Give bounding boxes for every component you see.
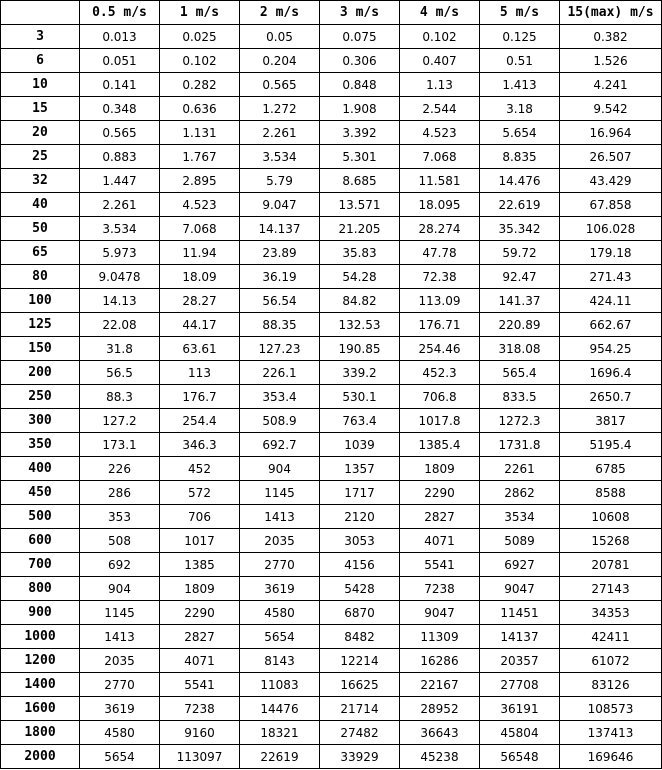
table-row bbox=[1, 529, 662, 553]
table-row bbox=[1, 97, 662, 121]
flow-value-cell: 141.37 bbox=[480, 289, 560, 313]
flow-value-cell: 0.565 bbox=[240, 73, 320, 97]
flow-value-cell: 27708 bbox=[480, 673, 560, 697]
flow-value-cell: 4071 bbox=[160, 649, 240, 673]
flow-value-cell: 6785 bbox=[560, 457, 662, 481]
flow-value-cell: 22.619 bbox=[480, 193, 560, 217]
diameter-cell: 3 bbox=[1, 25, 80, 49]
flow-value-cell: 88.35 bbox=[240, 313, 320, 337]
flow-value-cell: 8482 bbox=[320, 625, 400, 649]
flow-value-cell: 2827 bbox=[400, 505, 480, 529]
flow-value-cell: 692.7 bbox=[240, 433, 320, 457]
table-row bbox=[1, 433, 662, 457]
flow-value-cell: 16.964 bbox=[560, 121, 662, 145]
flow-value-cell: 21.205 bbox=[320, 217, 400, 241]
flow-value-cell: 0.282 bbox=[160, 73, 240, 97]
diameter-cell: 450 bbox=[1, 481, 80, 505]
flow-value-cell: 572 bbox=[160, 481, 240, 505]
flow-value-cell: 2035 bbox=[80, 649, 160, 673]
flow-value-cell: 0.125 bbox=[480, 25, 560, 49]
flow-value-cell: 4156 bbox=[320, 553, 400, 577]
flow-value-cell: 1272.3 bbox=[480, 409, 560, 433]
flow-value-cell: 5654 bbox=[240, 625, 320, 649]
flow-value-cell: 5195.4 bbox=[560, 433, 662, 457]
flow-value-cell: 1385 bbox=[160, 553, 240, 577]
flow-value-cell: 7238 bbox=[400, 577, 480, 601]
flow-value-cell: 9160 bbox=[160, 721, 240, 745]
flow-value-cell: 254.46 bbox=[400, 337, 480, 361]
flow-value-cell: 42411 bbox=[560, 625, 662, 649]
flow-value-cell: 0.382 bbox=[560, 25, 662, 49]
flow-value-cell: 3053 bbox=[320, 529, 400, 553]
flow-value-cell: 20357 bbox=[480, 649, 560, 673]
flow-value-cell: 11.94 bbox=[160, 241, 240, 265]
flow-value-cell: 14.476 bbox=[480, 169, 560, 193]
flow-value-cell: 83126 bbox=[560, 673, 662, 697]
flow-value-cell: 3.18 bbox=[480, 97, 560, 121]
flow-value-cell: 36191 bbox=[480, 697, 560, 721]
flow-value-cell: 56.5 bbox=[80, 361, 160, 385]
flow-value-cell: 0.306 bbox=[320, 49, 400, 73]
table-row bbox=[1, 265, 662, 289]
flow-value-cell: 18.095 bbox=[400, 193, 480, 217]
flow-value-cell: 5428 bbox=[320, 577, 400, 601]
flow-value-cell: 508 bbox=[80, 529, 160, 553]
flow-value-cell: 113097 bbox=[160, 745, 240, 769]
flow-value-cell: 8588 bbox=[560, 481, 662, 505]
flow-value-cell: 43.429 bbox=[560, 169, 662, 193]
flow-value-cell: 2290 bbox=[400, 481, 480, 505]
flow-value-cell: 1809 bbox=[400, 457, 480, 481]
flow-value-cell: 353.4 bbox=[240, 385, 320, 409]
flow-value-cell: 1.413 bbox=[480, 73, 560, 97]
flow-value-cell: 54.28 bbox=[320, 265, 400, 289]
flow-value-cell: 0.102 bbox=[400, 25, 480, 49]
flow-value-cell: 0.05 bbox=[240, 25, 320, 49]
flow-value-cell: 2035 bbox=[240, 529, 320, 553]
flow-value-cell: 56548 bbox=[480, 745, 560, 769]
flow-value-cell: 2650.7 bbox=[560, 385, 662, 409]
flow-value-cell: 16625 bbox=[320, 673, 400, 697]
table-row bbox=[1, 337, 662, 361]
table-body bbox=[1, 25, 662, 769]
flow-value-cell: 2261 bbox=[480, 457, 560, 481]
diameter-cell: 25 bbox=[1, 145, 80, 169]
table-row bbox=[1, 697, 662, 721]
flow-value-cell: 1.908 bbox=[320, 97, 400, 121]
flow-value-cell: 1413 bbox=[80, 625, 160, 649]
flow-value-cell: 2862 bbox=[480, 481, 560, 505]
flow-value-cell: 67.858 bbox=[560, 193, 662, 217]
flow-value-cell: 9.542 bbox=[560, 97, 662, 121]
flow-value-cell: 179.18 bbox=[560, 241, 662, 265]
flow-value-cell: 954.25 bbox=[560, 337, 662, 361]
flow-value-cell: 4.241 bbox=[560, 73, 662, 97]
flow-value-cell: 18321 bbox=[240, 721, 320, 745]
flow-value-cell: 0.013 bbox=[80, 25, 160, 49]
flow-value-cell: 508.9 bbox=[240, 409, 320, 433]
flow-value-cell: 33929 bbox=[320, 745, 400, 769]
flow-value-cell: 5541 bbox=[400, 553, 480, 577]
flow-value-cell: 706 bbox=[160, 505, 240, 529]
flow-value-cell: 2120 bbox=[320, 505, 400, 529]
flow-value-cell: 7238 bbox=[160, 697, 240, 721]
flow-value-cell: 339.2 bbox=[320, 361, 400, 385]
flow-value-cell: 226.1 bbox=[240, 361, 320, 385]
flow-value-cell: 27143 bbox=[560, 577, 662, 601]
flow-value-cell: 9047 bbox=[400, 601, 480, 625]
flow-value-cell: 92.47 bbox=[480, 265, 560, 289]
diameter-cell: 500 bbox=[1, 505, 80, 529]
table-row bbox=[1, 217, 662, 241]
table-row bbox=[1, 241, 662, 265]
flow-value-cell: 1731.8 bbox=[480, 433, 560, 457]
velocity-header-cell: 3 m/s bbox=[320, 1, 400, 25]
flow-value-cell: 1696.4 bbox=[560, 361, 662, 385]
table-row bbox=[1, 457, 662, 481]
flow-value-cell: 34353 bbox=[560, 601, 662, 625]
flow-value-cell: 59.72 bbox=[480, 241, 560, 265]
flow-value-cell: 9.047 bbox=[240, 193, 320, 217]
flow-value-cell: 763.4 bbox=[320, 409, 400, 433]
flow-value-cell: 23.89 bbox=[240, 241, 320, 265]
table-row bbox=[1, 289, 662, 313]
flow-value-cell: 2.895 bbox=[160, 169, 240, 193]
table-row bbox=[1, 313, 662, 337]
table-row bbox=[1, 73, 662, 97]
corner-header-cell bbox=[1, 1, 80, 25]
flow-value-cell: 127.2 bbox=[80, 409, 160, 433]
flow-value-cell: 692 bbox=[80, 553, 160, 577]
flow-value-cell: 88.3 bbox=[80, 385, 160, 409]
flow-value-cell: 28.274 bbox=[400, 217, 480, 241]
flow-value-cell: 45238 bbox=[400, 745, 480, 769]
flow-value-cell: 28.27 bbox=[160, 289, 240, 313]
flow-value-cell: 11083 bbox=[240, 673, 320, 697]
diameter-cell: 300 bbox=[1, 409, 80, 433]
flow-value-cell: 8.835 bbox=[480, 145, 560, 169]
flow-value-cell: 7.068 bbox=[160, 217, 240, 241]
flow-value-cell: 1.767 bbox=[160, 145, 240, 169]
diameter-cell: 1800 bbox=[1, 721, 80, 745]
flow-value-cell: 3817 bbox=[560, 409, 662, 433]
flow-value-cell: 16286 bbox=[400, 649, 480, 673]
flow-value-cell: 20781 bbox=[560, 553, 662, 577]
velocity-header-cell: 2 m/s bbox=[240, 1, 320, 25]
flow-value-cell: 1.13 bbox=[400, 73, 480, 97]
flow-value-cell: 26.507 bbox=[560, 145, 662, 169]
table-row bbox=[1, 169, 662, 193]
flow-value-cell: 113.09 bbox=[400, 289, 480, 313]
flow-value-cell: 452.3 bbox=[400, 361, 480, 385]
table-row bbox=[1, 601, 662, 625]
flow-value-cell: 0.636 bbox=[160, 97, 240, 121]
diameter-cell: 350 bbox=[1, 433, 80, 457]
flow-value-cell: 35.342 bbox=[480, 217, 560, 241]
flow-value-cell: 28952 bbox=[400, 697, 480, 721]
flow-value-cell: 15268 bbox=[560, 529, 662, 553]
table-row bbox=[1, 49, 662, 73]
flow-value-cell: 530.1 bbox=[320, 385, 400, 409]
flow-value-cell: 1145 bbox=[240, 481, 320, 505]
flow-value-cell: 0.025 bbox=[160, 25, 240, 49]
flow-value-cell: 0.565 bbox=[80, 121, 160, 145]
flow-value-cell: 31.8 bbox=[80, 337, 160, 361]
flow-value-cell: 61072 bbox=[560, 649, 662, 673]
flow-value-cell: 0.51 bbox=[480, 49, 560, 73]
flow-value-cell: 8143 bbox=[240, 649, 320, 673]
flow-value-cell: 353 bbox=[80, 505, 160, 529]
flow-value-cell: 5.301 bbox=[320, 145, 400, 169]
flow-value-cell: 1017.8 bbox=[400, 409, 480, 433]
flow-value-cell: 22167 bbox=[400, 673, 480, 697]
flow-value-cell: 21714 bbox=[320, 697, 400, 721]
table-row bbox=[1, 625, 662, 649]
flow-value-cell: 2290 bbox=[160, 601, 240, 625]
diameter-cell: 10 bbox=[1, 73, 80, 97]
diameter-cell: 150 bbox=[1, 337, 80, 361]
flow-value-cell: 6927 bbox=[480, 553, 560, 577]
flow-value-cell: 0.141 bbox=[80, 73, 160, 97]
flow-value-cell: 1.447 bbox=[80, 169, 160, 193]
velocity-header-cell: 4 m/s bbox=[400, 1, 480, 25]
diameter-cell: 100 bbox=[1, 289, 80, 313]
flow-value-cell: 14137 bbox=[480, 625, 560, 649]
flow-value-cell: 22619 bbox=[240, 745, 320, 769]
flow-value-cell: 190.85 bbox=[320, 337, 400, 361]
flow-value-cell: 271.43 bbox=[560, 265, 662, 289]
diameter-cell: 32 bbox=[1, 169, 80, 193]
flow-value-cell: 113 bbox=[160, 361, 240, 385]
flow-value-cell: 5.654 bbox=[480, 121, 560, 145]
flow-value-cell: 0.102 bbox=[160, 49, 240, 73]
diameter-cell: 50 bbox=[1, 217, 80, 241]
flow-value-cell: 662.67 bbox=[560, 313, 662, 337]
diameter-cell: 15 bbox=[1, 97, 80, 121]
flow-value-cell: 36643 bbox=[400, 721, 480, 745]
flow-value-cell: 5.79 bbox=[240, 169, 320, 193]
flow-value-cell: 2.544 bbox=[400, 97, 480, 121]
diameter-cell: 65 bbox=[1, 241, 80, 265]
diameter-cell: 1000 bbox=[1, 625, 80, 649]
table-row bbox=[1, 553, 662, 577]
table-row bbox=[1, 193, 662, 217]
table-row bbox=[1, 481, 662, 505]
flow-value-cell: 36.19 bbox=[240, 265, 320, 289]
flow-value-cell: 1809 bbox=[160, 577, 240, 601]
flow-value-cell: 2.261 bbox=[80, 193, 160, 217]
flow-value-cell: 565.4 bbox=[480, 361, 560, 385]
table-row bbox=[1, 145, 662, 169]
flow-value-cell: 1.272 bbox=[240, 97, 320, 121]
flow-value-cell: 176.71 bbox=[400, 313, 480, 337]
flow-value-cell: 9047 bbox=[480, 577, 560, 601]
flow-value-cell: 47.78 bbox=[400, 241, 480, 265]
flow-value-cell: 0.883 bbox=[80, 145, 160, 169]
table-row bbox=[1, 505, 662, 529]
flow-value-cell: 11309 bbox=[400, 625, 480, 649]
flow-value-cell: 5089 bbox=[480, 529, 560, 553]
flow-value-cell: 0.848 bbox=[320, 73, 400, 97]
flow-value-cell: 7.068 bbox=[400, 145, 480, 169]
flow-value-cell: 4071 bbox=[400, 529, 480, 553]
flow-value-cell: 1017 bbox=[160, 529, 240, 553]
table-row bbox=[1, 649, 662, 673]
table-row bbox=[1, 673, 662, 697]
table-row bbox=[1, 385, 662, 409]
flow-value-cell: 3619 bbox=[240, 577, 320, 601]
diameter-cell: 600 bbox=[1, 529, 80, 553]
flow-value-cell: 5541 bbox=[160, 673, 240, 697]
flow-value-cell: 176.7 bbox=[160, 385, 240, 409]
flow-value-cell: 9.0478 bbox=[80, 265, 160, 289]
flow-value-cell: 3.534 bbox=[240, 145, 320, 169]
flow-value-cell: 1717 bbox=[320, 481, 400, 505]
flow-value-cell: 108573 bbox=[560, 697, 662, 721]
header-row bbox=[1, 1, 662, 25]
flow-value-cell: 13.571 bbox=[320, 193, 400, 217]
flow-value-cell: 3.392 bbox=[320, 121, 400, 145]
flow-value-cell: 833.5 bbox=[480, 385, 560, 409]
flow-value-cell: 44.17 bbox=[160, 313, 240, 337]
flow-value-cell: 1413 bbox=[240, 505, 320, 529]
diameter-cell: 900 bbox=[1, 601, 80, 625]
table-row bbox=[1, 361, 662, 385]
flow-value-cell: 3619 bbox=[80, 697, 160, 721]
flow-value-cell: 8.685 bbox=[320, 169, 400, 193]
flow-value-cell: 2827 bbox=[160, 625, 240, 649]
flow-value-cell: 1039 bbox=[320, 433, 400, 457]
flow-value-cell: 318.08 bbox=[480, 337, 560, 361]
flow-value-cell: 56.54 bbox=[240, 289, 320, 313]
flow-value-cell: 4.523 bbox=[400, 121, 480, 145]
flow-value-cell: 63.61 bbox=[160, 337, 240, 361]
velocity-header-cell: 5 m/s bbox=[480, 1, 560, 25]
flow-value-cell: 127.23 bbox=[240, 337, 320, 361]
diameter-cell: 250 bbox=[1, 385, 80, 409]
flow-value-cell: 0.407 bbox=[400, 49, 480, 73]
flow-value-cell: 11451 bbox=[480, 601, 560, 625]
diameter-cell: 1400 bbox=[1, 673, 80, 697]
table-row bbox=[1, 745, 662, 769]
flow-value-cell: 72.38 bbox=[400, 265, 480, 289]
flow-value-cell: 452 bbox=[160, 457, 240, 481]
flow-value-cell: 4580 bbox=[240, 601, 320, 625]
flow-value-cell: 0.348 bbox=[80, 97, 160, 121]
flow-value-cell: 14.137 bbox=[240, 217, 320, 241]
flow-value-cell: 2770 bbox=[80, 673, 160, 697]
table-row bbox=[1, 577, 662, 601]
diameter-cell: 40 bbox=[1, 193, 80, 217]
flow-value-cell: 346.3 bbox=[160, 433, 240, 457]
diameter-cell: 200 bbox=[1, 361, 80, 385]
diameter-cell: 20 bbox=[1, 121, 80, 145]
velocity-header-cell: 1 m/s bbox=[160, 1, 240, 25]
flow-value-cell: 14476 bbox=[240, 697, 320, 721]
flow-value-cell: 4580 bbox=[80, 721, 160, 745]
flow-value-cell: 137413 bbox=[560, 721, 662, 745]
diameter-cell: 700 bbox=[1, 553, 80, 577]
flow-value-cell: 84.82 bbox=[320, 289, 400, 313]
flow-value-cell: 2770 bbox=[240, 553, 320, 577]
flow-value-cell: 1145 bbox=[80, 601, 160, 625]
flow-value-cell: 27482 bbox=[320, 721, 400, 745]
diameter-cell: 125 bbox=[1, 313, 80, 337]
flow-value-cell: 5.973 bbox=[80, 241, 160, 265]
flow-value-cell: 169646 bbox=[560, 745, 662, 769]
diameter-cell: 80 bbox=[1, 265, 80, 289]
flow-value-cell: 904 bbox=[80, 577, 160, 601]
flow-value-cell: 1385.4 bbox=[400, 433, 480, 457]
diameter-cell: 1200 bbox=[1, 649, 80, 673]
flow-value-cell: 35.83 bbox=[320, 241, 400, 265]
flow-value-cell: 10608 bbox=[560, 505, 662, 529]
flow-value-cell: 220.89 bbox=[480, 313, 560, 337]
velocity-header-cell: 15(max) m/s bbox=[560, 1, 662, 25]
table-row bbox=[1, 721, 662, 745]
diameter-cell: 2000 bbox=[1, 745, 80, 769]
table-row bbox=[1, 121, 662, 145]
flow-value-cell: 0.204 bbox=[240, 49, 320, 73]
flow-value-cell: 706.8 bbox=[400, 385, 480, 409]
diameter-cell: 1600 bbox=[1, 697, 80, 721]
diameter-cell: 6 bbox=[1, 49, 80, 73]
flow-value-cell: 22.08 bbox=[80, 313, 160, 337]
flow-value-cell: 14.13 bbox=[80, 289, 160, 313]
flow-value-cell: 173.1 bbox=[80, 433, 160, 457]
flow-value-cell: 3534 bbox=[480, 505, 560, 529]
flow-value-cell: 132.53 bbox=[320, 313, 400, 337]
flow-value-cell: 904 bbox=[240, 457, 320, 481]
flow-value-cell: 45804 bbox=[480, 721, 560, 745]
velocity-header-cell: 0.5 m/s bbox=[80, 1, 160, 25]
diameter-cell: 400 bbox=[1, 457, 80, 481]
diameter-cell: 800 bbox=[1, 577, 80, 601]
flow-value-cell: 286 bbox=[80, 481, 160, 505]
flow-value-cell: 0.051 bbox=[80, 49, 160, 73]
flow-value-cell: 424.11 bbox=[560, 289, 662, 313]
flow-value-cell: 1.526 bbox=[560, 49, 662, 73]
flow-value-cell: 1357 bbox=[320, 457, 400, 481]
flow-value-cell: 18.09 bbox=[160, 265, 240, 289]
flow-value-cell: 4.523 bbox=[160, 193, 240, 217]
flow-value-cell: 6870 bbox=[320, 601, 400, 625]
flow-value-cell: 11.581 bbox=[400, 169, 480, 193]
flow-value-cell: 226 bbox=[80, 457, 160, 481]
table-row bbox=[1, 25, 662, 49]
flow-value-cell: 5654 bbox=[80, 745, 160, 769]
flow-value-cell: 254.4 bbox=[160, 409, 240, 433]
flow-value-cell: 3.534 bbox=[80, 217, 160, 241]
flow-value-cell: 0.075 bbox=[320, 25, 400, 49]
table-row bbox=[1, 409, 662, 433]
flow-value-cell: 12214 bbox=[320, 649, 400, 673]
flow-value-cell: 1.131 bbox=[160, 121, 240, 145]
flow-value-cell: 2.261 bbox=[240, 121, 320, 145]
flow-value-cell: 106.028 bbox=[560, 217, 662, 241]
